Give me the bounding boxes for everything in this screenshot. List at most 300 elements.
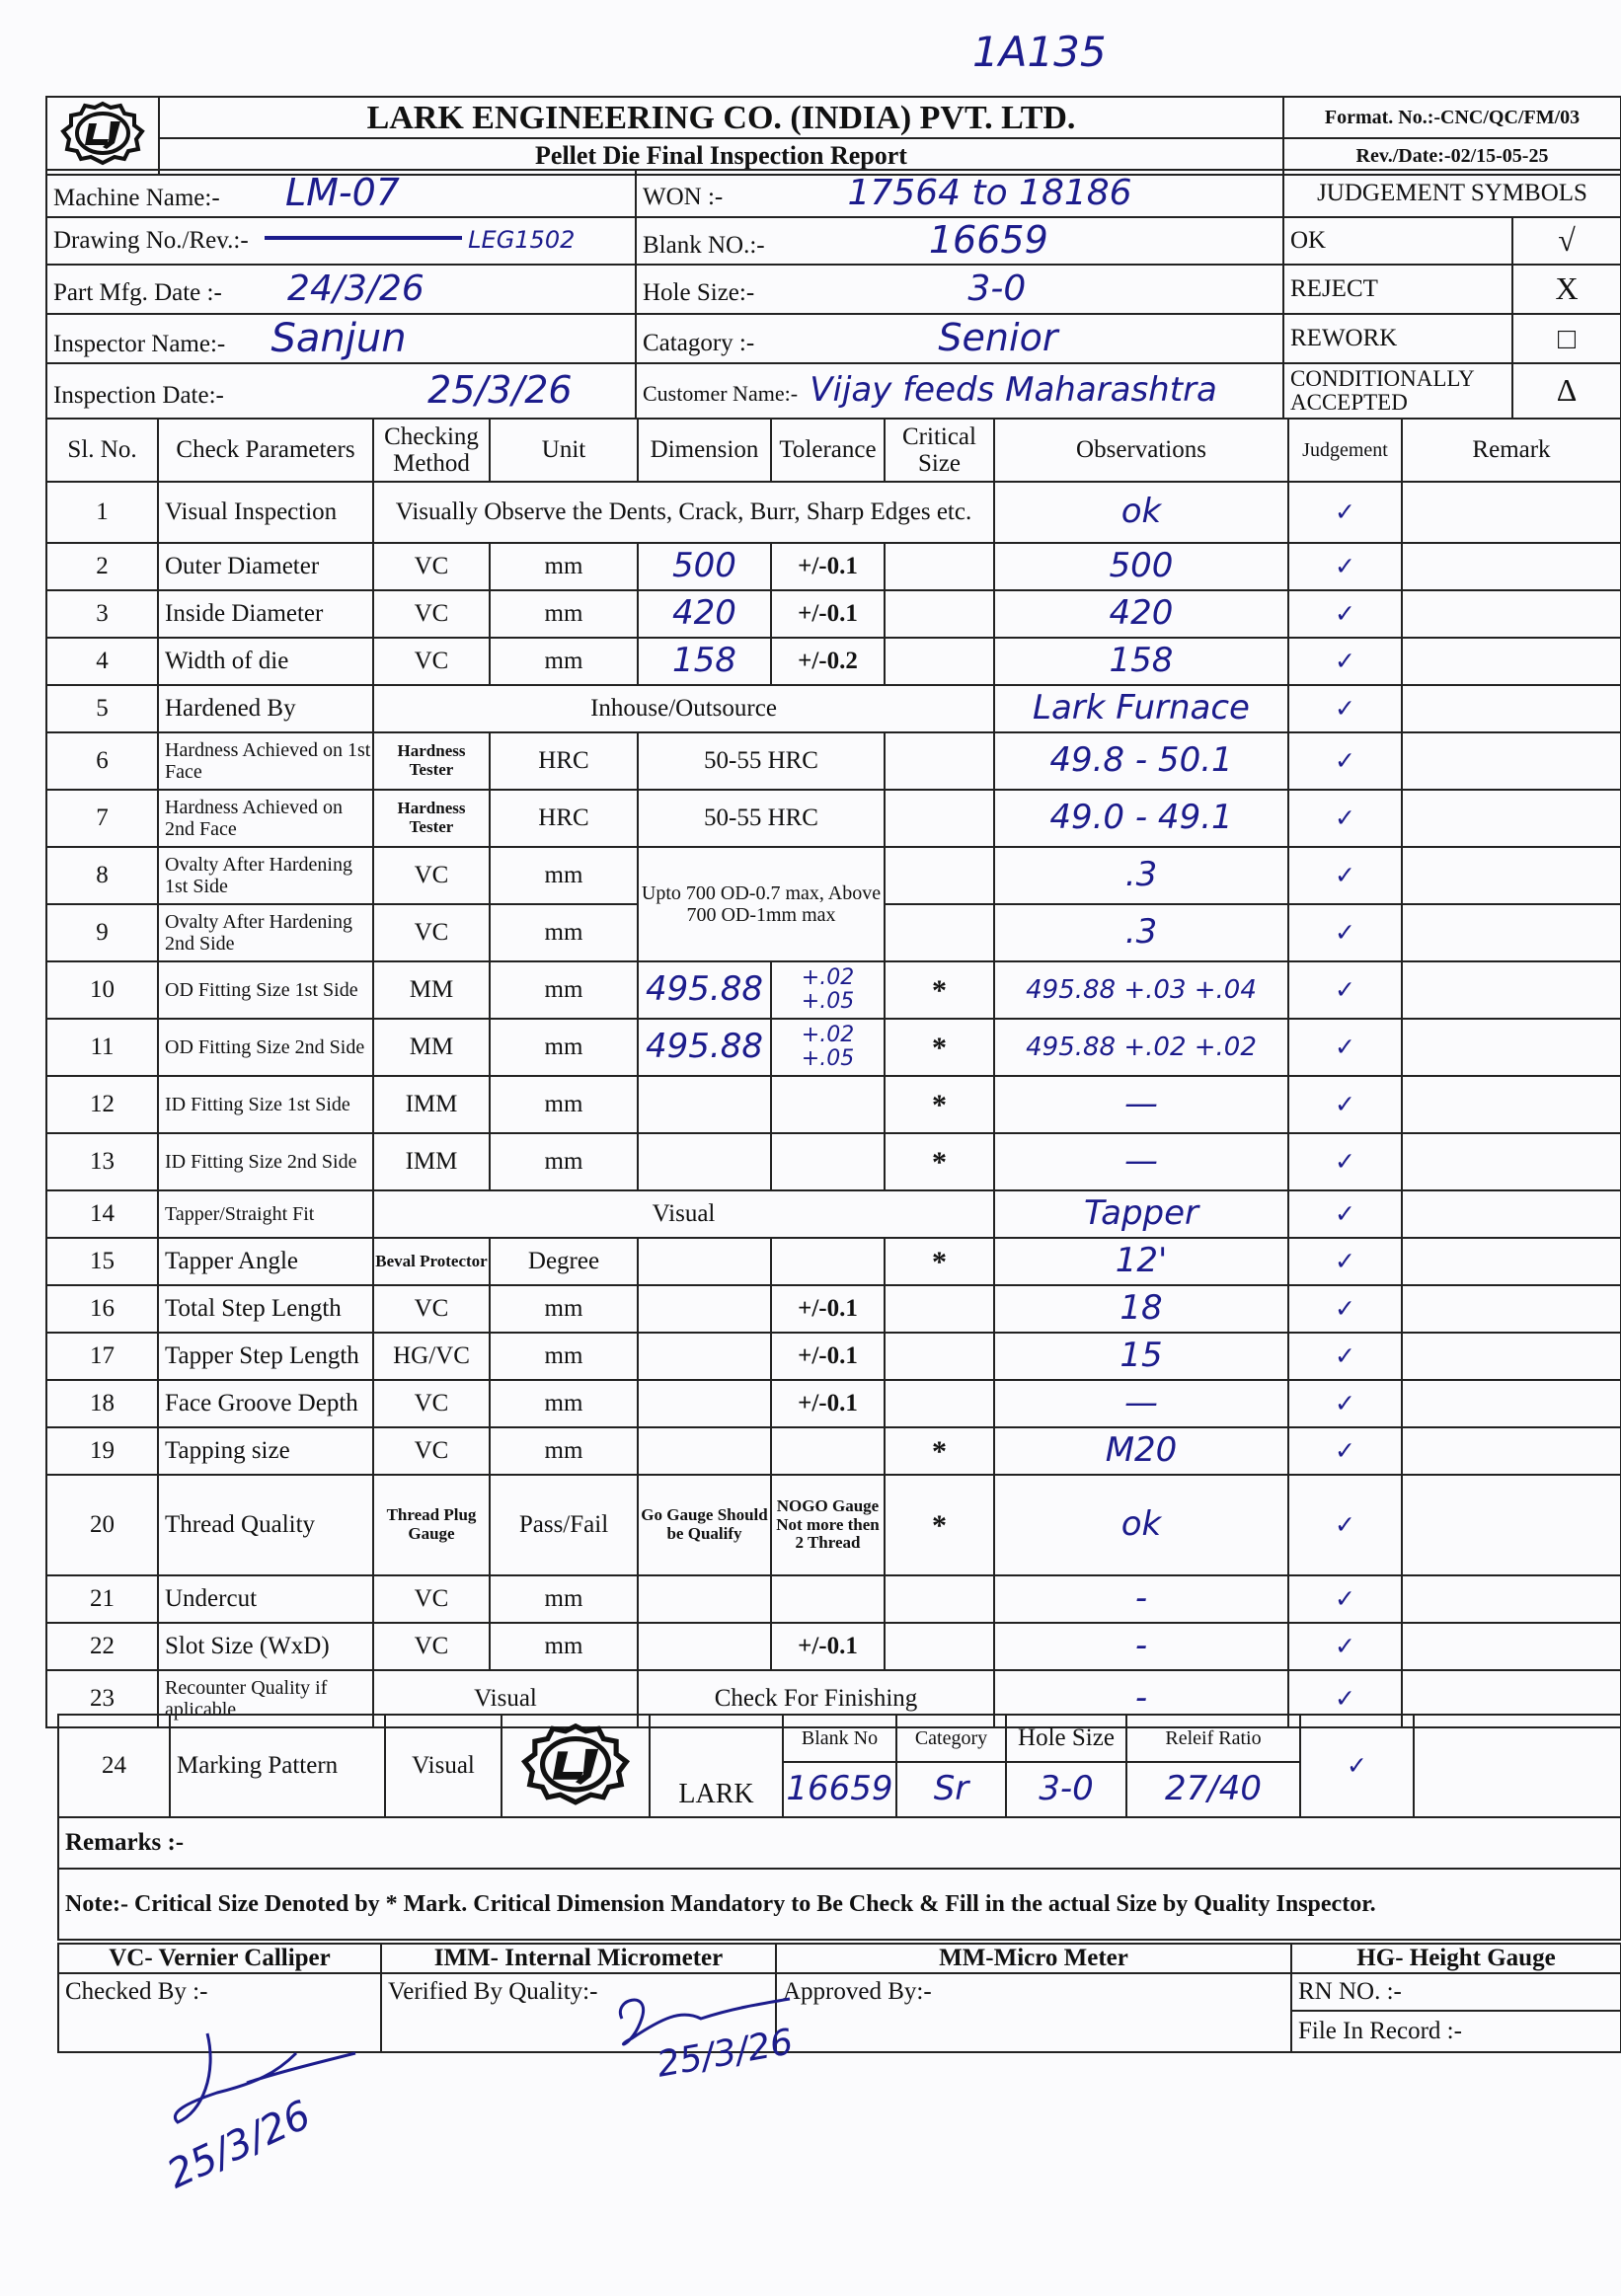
- table-row: [46, 1575, 1621, 1623]
- row-unit: mm: [490, 1427, 638, 1475]
- symbol-conditional-icon: Δ: [1512, 363, 1621, 419]
- company-logo: [46, 97, 159, 175]
- row-spanned-spec: Visually Observe the Dents, Crack, Burr, Sharp Edges etc.: [373, 482, 994, 543]
- critical-note: Note:- Critical Size Denoted by * Mark. Critical Dimension Mandatory to Be Check & Fill in the actual Size by Quality Inspector.: [58, 1869, 1621, 1940]
- row-sl-no: 3: [46, 590, 158, 638]
- hole-size-field: Hole Size:- 3-0: [636, 265, 1283, 314]
- row-remark: [1402, 685, 1621, 732]
- col-check-parameters: Check Parameters: [158, 419, 373, 482]
- revision-date: Rev./Date:-02/15-05-25: [1283, 138, 1621, 174]
- row-parameter: OD Fitting Size 2nd Side: [158, 1019, 373, 1076]
- inspection-date-field: Inspection Date:- 25/3/26: [46, 363, 636, 419]
- table-row: [46, 1380, 1621, 1427]
- row-spanned-spec: Visual: [373, 1190, 994, 1238]
- row-parameter: Tapper Angle: [158, 1238, 373, 1285]
- row-method: VC: [373, 904, 490, 961]
- col-sl-no: Sl. No.: [46, 419, 158, 482]
- row-tolerance: [771, 1427, 885, 1475]
- row-critical: [885, 1575, 994, 1623]
- checked-by: Checked By :-: [58, 1973, 381, 2052]
- row-observation: Tapper: [994, 1190, 1288, 1238]
- legend-mm: MM-Micro Meter: [776, 1944, 1291, 1973]
- row-judgement-tick: ✓: [1288, 1190, 1402, 1238]
- row-judgement-tick: ✓: [1288, 1019, 1402, 1076]
- symbol-rework-icon: □: [1512, 314, 1621, 363]
- row-unit: mm: [490, 904, 638, 961]
- row-method: VC: [373, 847, 490, 904]
- row-remark: [1402, 1285, 1621, 1333]
- mfg-date-value: 24/3/26: [287, 268, 425, 310]
- inspection-date-value: 25/3/26: [427, 368, 573, 413]
- row-critical: *: [885, 961, 994, 1019]
- row-sl-no: 18: [46, 1380, 158, 1427]
- row-method: IMM: [373, 1133, 490, 1190]
- table-header-row: [46, 419, 1621, 482]
- top-handwritten-note: 1A135: [972, 28, 1107, 76]
- row-parameter: Slot Size (WxD): [158, 1623, 373, 1670]
- row-remark: [1402, 638, 1621, 685]
- symbol-reject-label: REJECT: [1283, 265, 1512, 314]
- row-method: VC: [373, 638, 490, 685]
- marking-lark: LARK: [650, 1715, 783, 1817]
- customer-field: Customer Name:- Vijay feeds Maharashtra: [636, 363, 1283, 419]
- row-critical: *: [885, 1133, 994, 1190]
- checker-sign-date: 25/3/26: [160, 2092, 318, 2198]
- row-method: Thread Plug Gauge: [373, 1475, 490, 1575]
- row-dimension: [638, 1427, 771, 1475]
- row-unit: mm: [490, 1285, 638, 1333]
- row-method: MM: [373, 961, 490, 1019]
- row-sl-no: 6: [46, 732, 158, 790]
- row-critical: [885, 638, 994, 685]
- symbol-rework-label: REWORK: [1283, 314, 1512, 363]
- row-remark: [1402, 590, 1621, 638]
- table-row: [46, 1333, 1621, 1380]
- row-critical: [885, 847, 994, 904]
- row-observation: .3: [994, 847, 1288, 904]
- table-row: [46, 1238, 1621, 1285]
- table-row: [46, 638, 1621, 685]
- row-observation: ok: [994, 1475, 1288, 1575]
- row-judgement-tick: ✓: [1288, 482, 1402, 543]
- row-dimension: Go Gauge Should be Qualify: [638, 1475, 771, 1575]
- row-observation: -: [994, 1575, 1288, 1623]
- row-parameter: Hardness Achieved on 2nd Face: [158, 790, 373, 847]
- row-judgement-tick: ✓: [1288, 1133, 1402, 1190]
- table-row: [46, 1285, 1621, 1333]
- row-unit: mm: [490, 1623, 638, 1670]
- row-tolerance: +/-0.1: [771, 590, 885, 638]
- legend-hg: HG- Height Gauge: [1291, 1944, 1621, 1973]
- report-title: Pellet Die Final Inspection Report: [159, 138, 1283, 174]
- row-judgement-tick: ✓: [1288, 1285, 1402, 1333]
- row-critical: *: [885, 1427, 994, 1475]
- row-sl-no: 20: [46, 1475, 158, 1575]
- row-judgement-tick: ✓: [1288, 1076, 1402, 1133]
- verified-by: Verified By Quality:-: [381, 1973, 776, 2052]
- row-tolerance: +.02 +.05: [771, 961, 885, 1019]
- table-row: [46, 685, 1621, 732]
- judgement-symbols-title: JUDGEMENT SYMBOLS: [1283, 170, 1621, 217]
- row-tolerance: +/-0.2: [771, 638, 885, 685]
- legend-imm: IMM- Internal Micrometer: [381, 1944, 776, 1973]
- row-dimension: 495.88: [638, 961, 771, 1019]
- row-method: HG/VC: [373, 1333, 490, 1380]
- table-row: [46, 543, 1621, 590]
- row-critical: [885, 590, 994, 638]
- row-remark: [1402, 732, 1621, 790]
- row-tolerance: +/-0.1: [771, 1285, 885, 1333]
- table-row: [46, 1427, 1621, 1475]
- row-tolerance: [771, 1575, 885, 1623]
- table-row: [46, 1133, 1621, 1190]
- row-remark: [1402, 1133, 1621, 1190]
- approved-by: Approved By:-: [776, 1973, 1291, 2052]
- row-parameter: Outer Diameter: [158, 543, 373, 590]
- row-remark: [1402, 1019, 1621, 1076]
- row-unit: Pass/Fail: [490, 1475, 638, 1575]
- row-remark: [1402, 1427, 1621, 1475]
- row-judgement-tick: ✓: [1288, 1475, 1402, 1575]
- col-unit: Unit: [490, 419, 638, 482]
- row-judgement-tick: ✓: [1288, 1427, 1402, 1475]
- row-dimension: [638, 1333, 771, 1380]
- row-judgement-tick: ✓: [1288, 1238, 1402, 1285]
- row-observation: 495.88 +.03 +.04: [994, 961, 1288, 1019]
- row-remark: [1402, 790, 1621, 847]
- row-judgement-tick: ✓: [1288, 1333, 1402, 1380]
- row-method: VC: [373, 1575, 490, 1623]
- table-row: [46, 1076, 1621, 1133]
- won-field: WON :- 17564 to 18186: [636, 170, 1283, 217]
- row-observation: 49.8 - 50.1: [994, 732, 1288, 790]
- inspection-table: [45, 418, 1621, 1728]
- row-parameter: Face Groove Depth: [158, 1380, 373, 1427]
- company-name: LARK ENGINEERING CO. (INDIA) PVT. LTD.: [159, 97, 1283, 138]
- row-unit: mm: [490, 638, 638, 685]
- row-dimension: [638, 1380, 771, 1427]
- row-dimension: 500: [638, 543, 771, 590]
- row-remark: [1402, 1475, 1621, 1575]
- row-dimension: [638, 1133, 771, 1190]
- row-sl-no: 21: [46, 1575, 158, 1623]
- row-observation: —: [994, 1076, 1288, 1133]
- symbol-conditional-label: CONDITIONALLY ACCEPTED: [1283, 363, 1512, 419]
- row-parameter: ID Fitting Size 1st Side: [158, 1076, 373, 1133]
- marking-v-blank: 16659: [783, 1762, 896, 1817]
- row-sl-no: 9: [46, 904, 158, 961]
- row-sl-no: 14: [46, 1190, 158, 1238]
- row-dimension: [638, 1575, 771, 1623]
- row-remark: [1402, 543, 1621, 590]
- category-field: Catagory :- Senior: [636, 314, 1283, 363]
- row-observation: -: [994, 1623, 1288, 1670]
- row-parameter: Ovalty After Hardening 2nd Side: [158, 904, 373, 961]
- row-unit: mm: [490, 1575, 638, 1623]
- marking-h-relief: Releif Ratio: [1126, 1715, 1300, 1762]
- row-dimension: 495.88: [638, 1019, 771, 1076]
- customer-value: Vijay feeds Maharashtra: [810, 370, 1217, 411]
- row-judgement-tick: ✓: [1288, 1670, 1402, 1727]
- row-spanned-spec: Inhouse/Outsource: [373, 685, 994, 732]
- row-sl-no: 8: [46, 847, 158, 904]
- hole-size-value: 3-0: [967, 268, 1027, 310]
- row-parameter: Hardened By: [158, 685, 373, 732]
- row-observation: 420: [994, 590, 1288, 638]
- row-observation: 495.88 +.02 +.02: [994, 1019, 1288, 1076]
- marking-judgement-tick: ✓: [1300, 1715, 1414, 1817]
- marking-v-relief: 27/40: [1126, 1762, 1300, 1817]
- col-critical-size: Critical Size: [885, 419, 994, 482]
- row-judgement-tick: ✓: [1288, 961, 1402, 1019]
- col-observations: Observations: [994, 419, 1288, 482]
- info-table: [45, 169, 1621, 420]
- row-judgement-tick: ✓: [1288, 638, 1402, 685]
- verifier-sign-date: 25/3/26: [654, 2022, 797, 2086]
- marking-logo: [502, 1715, 650, 1817]
- row-parameter: Total Step Length: [158, 1285, 373, 1333]
- row-sl-no: 10: [46, 961, 158, 1019]
- row-remark: [1402, 961, 1621, 1019]
- file-in-record: File In Record :-: [1298, 2018, 1462, 2045]
- row-judgement-tick: ✓: [1288, 1623, 1402, 1670]
- row-observation: .3: [994, 904, 1288, 961]
- legend-vc: VC- Vernier Calliper: [58, 1944, 381, 1973]
- row-unit: mm: [490, 1333, 638, 1380]
- row-sl-no: 13: [46, 1133, 158, 1190]
- row-parameter: Tapping size: [158, 1427, 373, 1475]
- marking-h-category: Category: [896, 1715, 1006, 1762]
- symbol-reject-icon: X: [1512, 265, 1621, 314]
- row-remark: [1402, 1575, 1621, 1623]
- row-judgement-tick: ✓: [1288, 904, 1402, 961]
- row-remark: [1402, 1076, 1621, 1133]
- rn-number: RN NO. :-: [1292, 1974, 1620, 2012]
- marking-method: Visual: [385, 1715, 502, 1817]
- row-remark: [1402, 1333, 1621, 1380]
- row-parameter: Tapper Step Length: [158, 1333, 373, 1380]
- row-method: Beval Protector: [373, 1238, 490, 1285]
- row-method: VC: [373, 1285, 490, 1333]
- row-parameter: Undercut: [158, 1575, 373, 1623]
- row-sl-no: 15: [46, 1238, 158, 1285]
- row-parameter: Width of die: [158, 638, 373, 685]
- col-tolerance: Tolerance: [771, 419, 885, 482]
- row-observation: -: [994, 1670, 1288, 1727]
- header-table: [45, 96, 1621, 176]
- marking-v-category: Sr: [896, 1762, 1006, 1817]
- row-tolerance: NOGO Gauge Not more then 2 Thread: [771, 1475, 885, 1575]
- row-critical: [885, 732, 994, 790]
- table-row: [46, 1019, 1621, 1076]
- row-tolerance: +.02 +.05: [771, 1019, 885, 1076]
- row-method: VC: [373, 543, 490, 590]
- row-observation: 15: [994, 1333, 1288, 1380]
- row-tolerance: [771, 1133, 885, 1190]
- row-observation: Lark Furnace: [994, 685, 1288, 732]
- table-row: [46, 847, 1621, 904]
- row-critical: *: [885, 1475, 994, 1575]
- table-row: [46, 1190, 1621, 1238]
- row-parameter: ID Fitting Size 2nd Side: [158, 1133, 373, 1190]
- row-sl-no: 22: [46, 1623, 158, 1670]
- marking-remark: [1414, 1715, 1621, 1817]
- row-tolerance: +/-0.1: [771, 543, 885, 590]
- table-row: [46, 482, 1621, 543]
- format-number: Format. No.:-CNC/QC/FM/03: [1283, 97, 1621, 138]
- row-method: VC: [373, 1380, 490, 1427]
- row-method: VC: [373, 1623, 490, 1670]
- table-row: [46, 961, 1621, 1019]
- row-sl-no: 23: [46, 1670, 158, 1727]
- row-dimension: [638, 1623, 771, 1670]
- row-judgement-tick: ✓: [1288, 847, 1402, 904]
- table-row: [46, 1623, 1621, 1670]
- row-observation: M20: [994, 1427, 1288, 1475]
- row-critical: [885, 1333, 994, 1380]
- row-critical: [885, 543, 994, 590]
- row-observation: —: [994, 1380, 1288, 1427]
- row-ovalty-spec: Upto 700 OD-0.7 max, Above 700 OD-1mm max: [638, 847, 885, 961]
- marking-v-hole: 3-0: [1006, 1762, 1126, 1817]
- category-value: Senior: [938, 316, 1058, 360]
- row-parameter: Recounter Quality if aplicable: [158, 1670, 373, 1727]
- row-judgement-tick: ✓: [1288, 732, 1402, 790]
- row-observation: —: [994, 1133, 1288, 1190]
- table-row: [46, 590, 1621, 638]
- row-unit: mm: [490, 1076, 638, 1133]
- row-unit: mm: [490, 961, 638, 1019]
- row-sl-no: 16: [46, 1285, 158, 1333]
- row-observation: 500: [994, 543, 1288, 590]
- row-unit: Degree: [490, 1238, 638, 1285]
- row-dimension: 420: [638, 590, 771, 638]
- row-sl-no: 19: [46, 1427, 158, 1475]
- row-remark: [1402, 482, 1621, 543]
- marking-param: Marking Pattern: [170, 1715, 385, 1817]
- row-critical: [885, 790, 994, 847]
- row-sl-no: 12: [46, 1076, 158, 1133]
- row-parameter: Thread Quality: [158, 1475, 373, 1575]
- row-unit: mm: [490, 847, 638, 904]
- row-critical: *: [885, 1076, 994, 1133]
- row-tolerance: +/-0.1: [771, 1333, 885, 1380]
- row-parameter: OD Fitting Size 1st Side: [158, 961, 373, 1019]
- row-sl-no: 7: [46, 790, 158, 847]
- row-parameter: Ovalty After Hardening 1st Side: [158, 847, 373, 904]
- row-spec-range: 50-55 HRC: [638, 790, 885, 847]
- row-method: IMM: [373, 1076, 490, 1133]
- symbol-ok-label: OK: [1283, 217, 1512, 265]
- row-judgement-tick: ✓: [1288, 590, 1402, 638]
- row-parameter: Hardness Achieved on 1st Face: [158, 732, 373, 790]
- row-tolerance: +/-0.1: [771, 1380, 885, 1427]
- row-sl-no: 1: [46, 482, 158, 543]
- row-observation: 49.0 - 49.1: [994, 790, 1288, 847]
- row-dimension: [638, 1076, 771, 1133]
- row-sl-no: 2: [46, 543, 158, 590]
- row-dimension: [638, 1238, 771, 1285]
- row-tolerance: [771, 1238, 885, 1285]
- remarks-label: Remarks :-: [58, 1817, 1621, 1869]
- row-unit: mm: [490, 590, 638, 638]
- row-method: Hardness Tester: [373, 732, 490, 790]
- marking-sl-no: 24: [58, 1715, 170, 1817]
- table-row: [46, 732, 1621, 790]
- row-observation: 12': [994, 1238, 1288, 1285]
- col-judgement: Judgement: [1288, 419, 1402, 482]
- row-unit: mm: [490, 1380, 638, 1427]
- row-tolerance: [771, 1076, 885, 1133]
- col-checking-method: Checking Method: [373, 419, 490, 482]
- col-dimension: Dimension: [638, 419, 771, 482]
- row-parameter: Inside Diameter: [158, 590, 373, 638]
- row-critical: *: [885, 1019, 994, 1076]
- row-tolerance: +/-0.1: [771, 1623, 885, 1670]
- won-value: 17564 to 18186: [847, 173, 1132, 214]
- row-remark: [1402, 1380, 1621, 1427]
- row-unit: mm: [490, 1019, 638, 1076]
- row-sl-no: 17: [46, 1333, 158, 1380]
- row-judgement-tick: ✓: [1288, 543, 1402, 590]
- row-unit: HRC: [490, 732, 638, 790]
- marking-h-hole: Hole Size: [1006, 1715, 1126, 1762]
- drawing-value: LEG1502: [468, 226, 576, 255]
- row-critical: *: [885, 1238, 994, 1285]
- row-spec-b: Check For Finishing: [638, 1670, 994, 1727]
- row-judgement-tick: ✓: [1288, 1380, 1402, 1427]
- row-unit: mm: [490, 1133, 638, 1190]
- row-observation: 18: [994, 1285, 1288, 1333]
- row-dimension: [638, 1285, 771, 1333]
- mfg-date-field: Part Mfg. Date :- 24/3/26: [46, 265, 636, 314]
- row-method: Hardness Tester: [373, 790, 490, 847]
- row-judgement-tick: ✓: [1288, 790, 1402, 847]
- record-cell: [1291, 1973, 1621, 2052]
- machine-field: Machine Name:- LM-07: [46, 170, 636, 217]
- row-method: VC: [373, 1427, 490, 1475]
- row-unit: mm: [490, 543, 638, 590]
- row-dimension: 158: [638, 638, 771, 685]
- row-spec-range: 50-55 HRC: [638, 732, 885, 790]
- marking-h-blank: Blank No: [783, 1715, 896, 1762]
- inspector-field: Inspector Name:- Sanjun: [46, 314, 636, 363]
- row-unit: HRC: [490, 790, 638, 847]
- row-remark: [1402, 847, 1621, 904]
- row-judgement-tick: ✓: [1288, 1575, 1402, 1623]
- row-critical: [885, 1285, 994, 1333]
- drawing-field: Drawing No./Rev.:- LEG1502: [46, 217, 636, 265]
- row-method: VC: [373, 590, 490, 638]
- row-critical: [885, 904, 994, 961]
- row-observation: ok: [994, 482, 1288, 543]
- row-parameter: Visual Inspection: [158, 482, 373, 543]
- row-critical: [885, 1623, 994, 1670]
- row-method: MM: [373, 1019, 490, 1076]
- blank-field: Blank NO.:- 16659: [636, 217, 1283, 265]
- row-remark: [1402, 1623, 1621, 1670]
- row-sl-no: 5: [46, 685, 158, 732]
- row-sl-no: 11: [46, 1019, 158, 1076]
- table-row: [46, 790, 1621, 847]
- symbol-ok-icon: √: [1512, 217, 1621, 265]
- row-spec-a: Visual: [373, 1670, 638, 1727]
- row-parameter: Tapper/Straight Fit: [158, 1190, 373, 1238]
- row-judgement-tick: ✓: [1288, 685, 1402, 732]
- marking-table: [57, 1714, 1621, 1941]
- blank-value: 16659: [928, 218, 1048, 263]
- row-sl-no: 4: [46, 638, 158, 685]
